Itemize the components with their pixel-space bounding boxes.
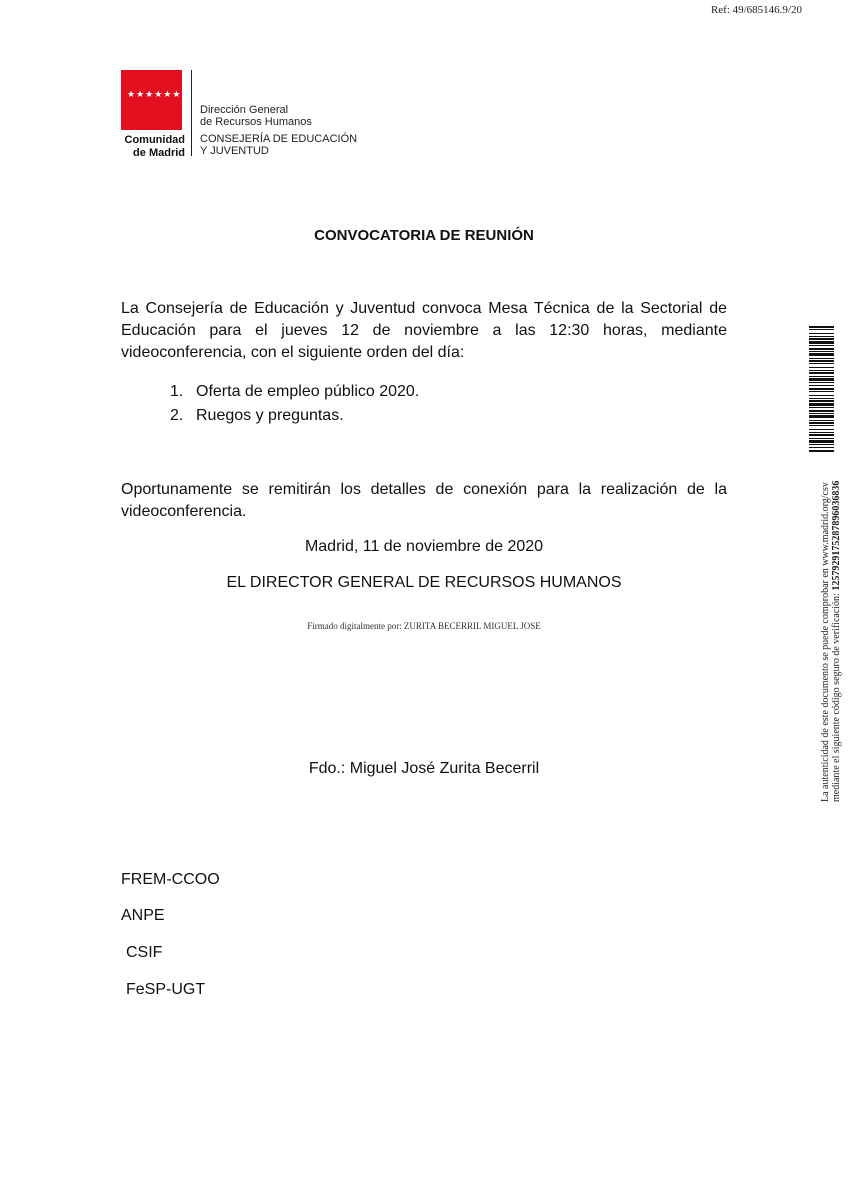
list-item: [170, 405, 419, 429]
agenda-number: 1.: [170, 383, 184, 400]
barcode-bar: [809, 391, 834, 392]
verification-text: [820, 460, 842, 802]
dept-line2: de Recursos Humanos: [200, 116, 312, 128]
barcode-bar: [809, 329, 834, 330]
signatory-text: Fdo.: Miguel José Zurita Becerril: [308, 760, 540, 777]
barcode-bar: [809, 376, 834, 377]
verification-code: 1257929175287896036836: [831, 480, 842, 591]
barcode-bar: [809, 367, 834, 368]
recipient-item: FREM-CCOO: [121, 871, 220, 888]
comunidad-madrid-flag-logo: [121, 70, 191, 130]
barcode-bar: [809, 440, 834, 443]
barcode-bar: [809, 434, 834, 436]
barcode-bar: [809, 382, 834, 383]
verification-line1: La autenticidad de este documento se puede comprobar en www.madrid.org/csv: [820, 482, 831, 802]
barcode-bar: [809, 378, 834, 381]
agenda-number: 2.: [170, 407, 184, 424]
dept-line3: CONSEJERÍA DE EDUCACIÓN: [200, 133, 358, 145]
barcode-bar: [809, 326, 834, 328]
document-title: CONVOCATORIA DE REUNIÓN: [314, 227, 534, 244]
reference-number: Ref: 49/685146.9/20: [710, 4, 802, 16]
barcode-bar: [809, 372, 834, 374]
dept-line1: Dirección General: [200, 104, 289, 116]
barcode-bar: [809, 338, 834, 340]
barcode-bar: [809, 385, 834, 386]
logo-name: [121, 134, 185, 160]
barcode-bar: [809, 351, 834, 352]
recipient-item: CSIF: [126, 944, 163, 961]
director-title: EL DIRECTOR GENERAL DE RECURSOS HUMANOS: [226, 574, 622, 591]
verification-line2: [831, 460, 842, 802]
agenda-list: [170, 381, 419, 429]
barcode-bar: [809, 348, 834, 350]
barcode-bar: [809, 336, 834, 337]
barcode-bar: [809, 444, 834, 445]
recipient-item: FeSP-UGT: [126, 981, 206, 998]
notice-paragraph: Oportunamente se remitirán los detalles de conexión para la realización de la videoconferencia.: [121, 481, 727, 520]
list-item: [170, 381, 419, 405]
agenda-text: Oferta de empleo público 2020.: [196, 383, 420, 400]
logo-name-line2: de Madrid: [133, 147, 185, 159]
barcode-bar: [809, 403, 834, 406]
barcode-bar: [809, 370, 834, 371]
verification-barcode: [809, 326, 834, 452]
digital-signature-note: Firmado digitalmente por: ZURITA BECERRIL MIGUEL JOSE: [307, 621, 541, 631]
agenda-text: Ruegos y preguntas.: [196, 407, 344, 424]
barcode-bar: [809, 345, 834, 346]
barcode-bar: [809, 358, 834, 359]
barcode-bar: [809, 333, 834, 334]
ministry-name: [200, 133, 357, 157]
barcode-bar: [809, 450, 834, 452]
logo-name-line1: Comunidad: [124, 134, 185, 146]
barcode-bar: [809, 398, 834, 399]
barcode-bar: [809, 420, 834, 421]
barcode-bar: [809, 425, 834, 426]
barcode-bar: [809, 422, 834, 424]
barcode-bar: [809, 415, 834, 418]
department-name: [200, 104, 312, 128]
signatory-name: [0, 760, 848, 778]
logo-stars: ★★★★★★★: [127, 89, 191, 99]
verification-prefix: mediante el siguiente código seguro de verificación:: [831, 593, 842, 802]
barcode-bar: [809, 429, 834, 430]
dept-line4: Y JUVENTUD: [200, 145, 269, 157]
barcode-bar: [809, 395, 834, 396]
barcode-bar: [809, 410, 834, 412]
barcode-bar: [809, 388, 834, 390]
barcode-bar: [809, 407, 834, 408]
barcode-bar: [809, 353, 834, 356]
intro-paragraph: La Consejería de Educación y Juventud convoca Mesa Técnica de la Sectorial de Educación para el jueves 12 de noviembre a las 12:30 horas, mediante videoconferencia, con el siguiente orden del día:: [121, 300, 727, 361]
recipient-item: ANPE: [121, 907, 165, 924]
barcode-bar: [809, 432, 834, 433]
barcode-bar: [809, 447, 834, 448]
barcode-bar: [809, 363, 834, 364]
barcode-bar: [809, 438, 834, 439]
place-and-date: Madrid, 11 de noviembre de 2020: [304, 538, 544, 555]
barcode-bar: [809, 413, 834, 414]
barcode-bar: [809, 360, 834, 362]
barcode-bar: [809, 341, 834, 344]
barcode-bar: [809, 400, 834, 402]
logo-separator: [191, 70, 192, 156]
